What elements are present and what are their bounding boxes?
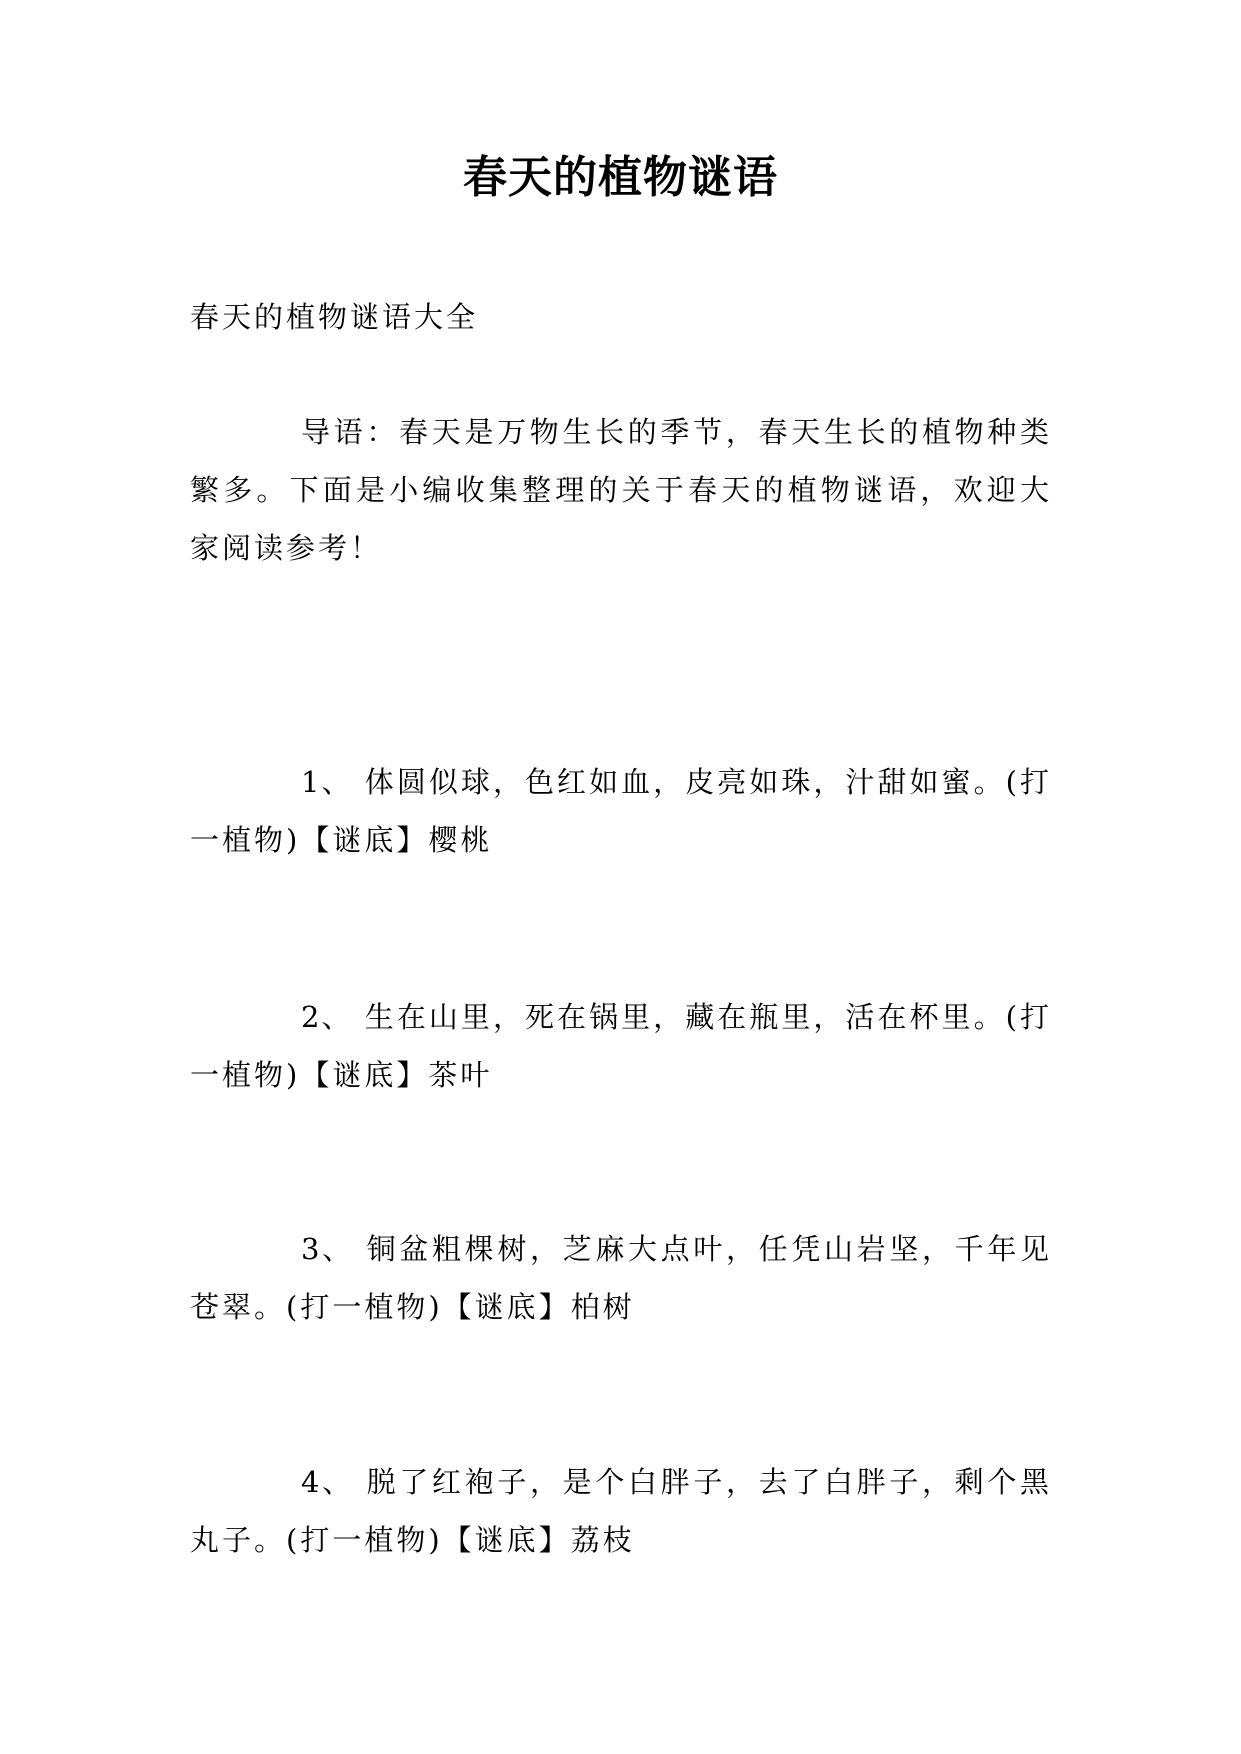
riddle-text: 脱了红袍子，是个白胖子，去了白胖子，剩个黑丸子。(打一植物)【谜底】荔枝 (190, 1465, 1052, 1557)
riddle-item (190, 753, 1052, 869)
riddle-item (190, 1220, 1052, 1336)
riddle-item (190, 988, 1052, 1104)
page-title: 春天的植物谜语 (463, 152, 778, 203)
riddle-number: 1、 (301, 765, 353, 799)
riddle-text: 生在山里，死在锅里，藏在瓶里，活在杯里。(打一植物)【谜底】茶叶 (190, 1000, 1052, 1092)
riddle-text: 体圆似球，色红如血，皮亮如珠，汁甜如蜜。(打一植物)【谜底】樱桃 (190, 765, 1052, 857)
riddle-number: 4、 (301, 1465, 354, 1499)
riddle-number: 3、 (301, 1232, 354, 1266)
riddle-item (190, 1453, 1052, 1569)
intro-paragraph: 导语：春天是万物生长的季节，春天生长的植物种类繁多。下面是小编收集整理的关于春天的植物谜语，欢迎大家阅读参考！ (190, 415, 1052, 565)
riddle-text: 铜盆粗棵树，芝麻大点叶，任凭山岩坚，千年见苍翠。(打一植物)【谜底】柏树 (190, 1232, 1052, 1324)
document-subtitle: 春天的植物谜语大全 (190, 300, 479, 334)
riddle-number: 2、 (301, 1000, 353, 1034)
